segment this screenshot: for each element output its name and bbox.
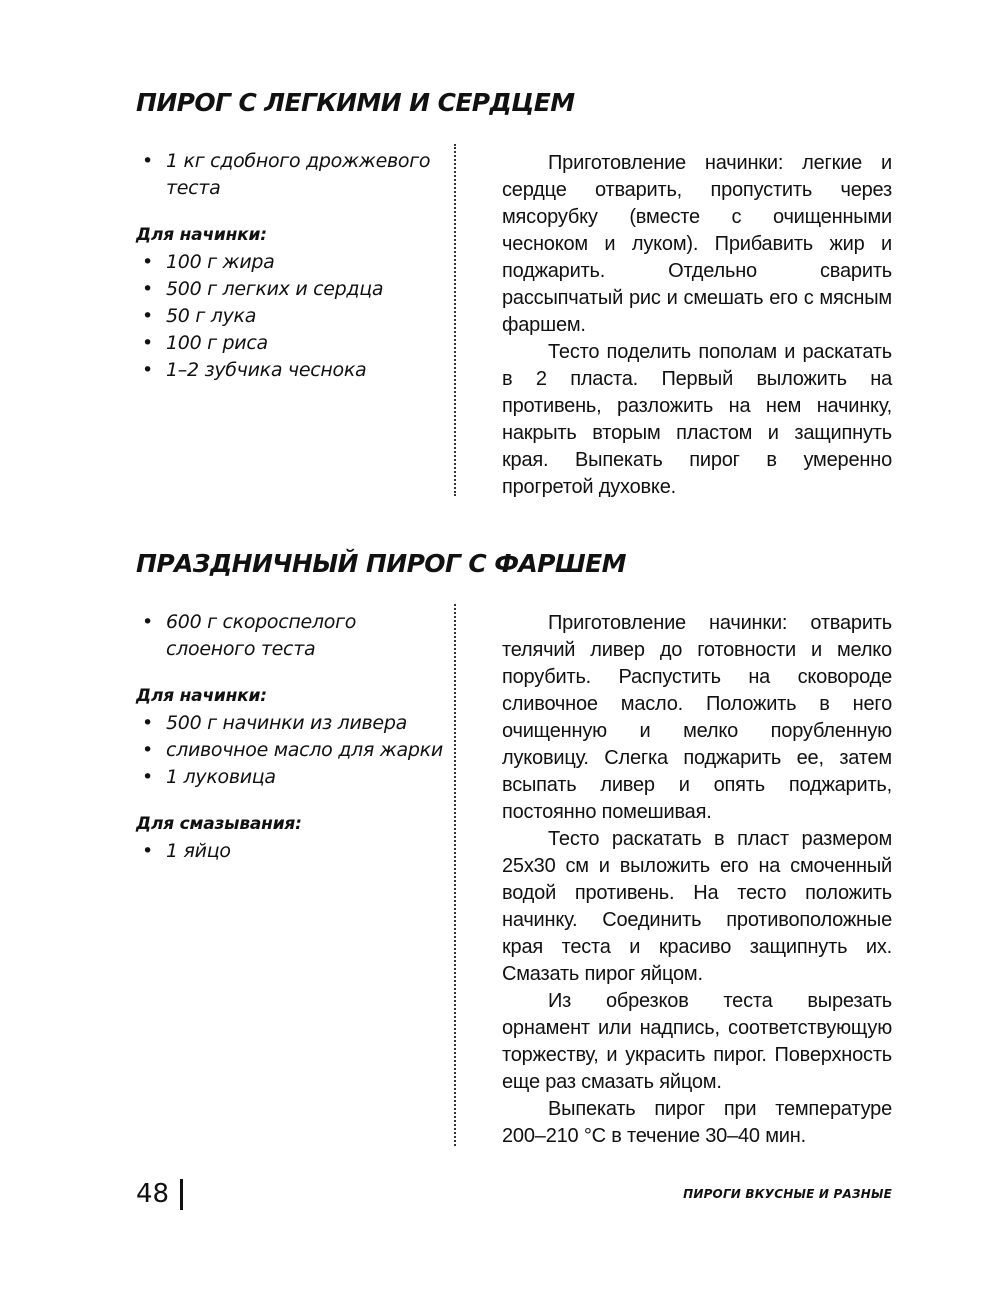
ingredient-item: • 1 луковица <box>136 764 446 791</box>
base-ingredients <box>136 148 446 202</box>
method-paragraph: Из обрезков теста вырезать орнамент или надпись, соответствующую торжеству, и украсить пирог. Поверхность еще раз смазать яйцом. <box>502 990 892 1093</box>
column-divider <box>454 144 456 496</box>
ingredient-item: • 50 г лука <box>136 303 446 330</box>
ingredient-item: • 1–2 зубчика чеснока <box>136 357 446 384</box>
ingredient-group-label: Для смазывания: <box>136 814 302 834</box>
ingredients-list <box>136 609 446 865</box>
running-title: ПИРОГИ ВКУСНЫЕ И РАЗНЫЕ <box>683 1187 892 1201</box>
ingredient-item: • 1 яйцо <box>136 838 446 865</box>
column-divider <box>454 604 456 1146</box>
method-paragraph: Тесто поделить пополам и раскатать в 2 пласта. Первый выложить на противень, разложить на нем начинку, накрыть вторым пластом и защипнуть края. Выпекать пирог в умеренно прогретой духовке. <box>502 341 892 498</box>
method-text <box>502 610 892 1150</box>
base-ingredients <box>136 609 446 663</box>
ingredients-list <box>136 148 446 384</box>
ingredient-item: • 600 г скороспелого слоеного теста <box>136 609 446 663</box>
recipe-title: ПИРОГ С ЛЕГКИМИ И СЕРДЦЕМ <box>136 88 575 117</box>
page-number: 48 <box>136 1179 170 1209</box>
ingredient-group-label: Для начинки: <box>136 686 267 706</box>
ingredient-group <box>136 249 446 384</box>
footer-divider <box>180 1179 183 1210</box>
ingredient-item: • сливочное масло для жарки <box>136 737 446 764</box>
method-text <box>502 150 892 501</box>
ingredient-group <box>136 710 446 791</box>
method-paragraph: Тесто раскатать в пласт размером 25х30 см и выложить его на смоченный водой противень. На тесто положить начинку. Соединить противоположные края теста и красиво защипнуть их. Смазать пирог яйцом. <box>502 828 892 985</box>
ingredient-item: • 1 кг сдобного дрожжевого теста <box>136 148 446 202</box>
ingredient-item: • 500 г начинки из ливера <box>136 710 446 737</box>
ingredient-group <box>136 838 446 865</box>
method-paragraph: Приготовление начинки: легкие и сердце отварить, пропустить через мясорубку (вместе с очищенными чесноком и луком). Прибавить жир и поджарить. Отдельно сварить рассыпчатый рис и смешать его с мясным фаршем. <box>502 152 892 336</box>
ingredient-item: • 500 г легких и сердца <box>136 276 446 303</box>
recipe-title: ПРАЗДНИЧНЫЙ ПИРОГ С ФАРШЕМ <box>136 549 626 578</box>
ingredient-group-label: Для начинки: <box>136 225 267 245</box>
method-paragraph: Приготовление начинки: отварить телячий ливер до готовности и мелко порубить. Распустить на сковороде сливочное масло. Положить в него очищенную и мелко порубленную луковицу. Слегка поджарить ее, затем всыпать ливер и опять поджарить, постоянно помешивая. <box>502 612 892 823</box>
ingredient-item: • 100 г риса <box>136 330 446 357</box>
method-paragraph: Выпекать пирог при температуре 200–210 °С в течение 30–40 мин. <box>502 1098 892 1147</box>
ingredient-item: • 100 г жира <box>136 249 446 276</box>
